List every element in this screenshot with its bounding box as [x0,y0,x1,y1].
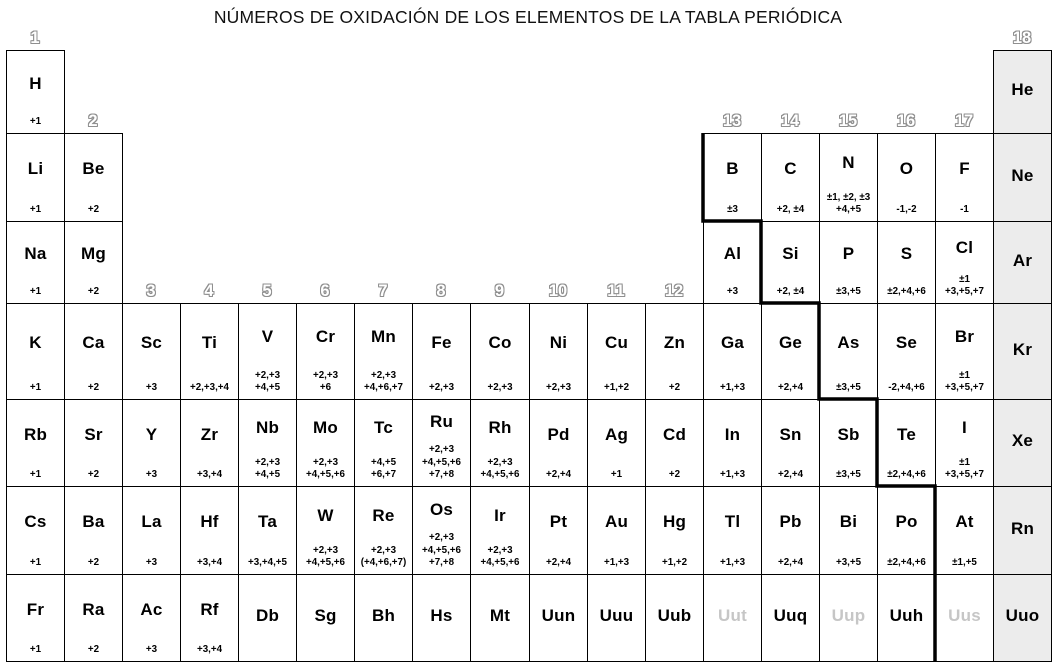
element-cell-si [761,221,820,304]
element-symbol: S [900,244,913,264]
element-symbol: La [141,512,162,532]
element-cell-br [935,303,994,400]
element-cell-ge [761,303,820,400]
element-symbol: Uut [718,606,747,625]
element-oxidation-numbers [762,657,819,661]
group-label-8: 8 [436,282,446,300]
element-symbol: Mn [371,326,396,346]
element-cell-sr [64,399,123,487]
element-cell-al [703,221,762,304]
element-oxidation-numbers: +3 [726,286,739,298]
page-title: NÚMEROS DE OXIDACIÓN DE LOS ELEMENTOS DE LA TABLA PERIÓDICA [213,7,843,27]
element-symbol: Uub [657,606,692,625]
element-cell-rn [993,486,1052,575]
element-cell-at [935,486,994,575]
element-cell-ga [703,303,762,400]
element-symbol: Ta [258,512,277,532]
element-oxidation-numbers: +1,+3 [719,469,746,481]
element-oxidation-numbers: +2,+4 [777,557,804,569]
group-label-12: 12 [664,282,684,300]
element-cell-rf [180,574,239,662]
element-symbol: Hf [200,512,219,532]
element-symbol: Co [488,333,512,353]
element-cell-i [935,399,994,487]
element-cell-ti [180,303,239,400]
group-label-13: 13 [722,112,742,130]
group-label-16: 16 [896,112,916,130]
element-oxidation-numbers: +2,+3,+4 [190,382,229,394]
element-cell-ru [412,399,471,487]
element-cell-os [412,486,471,575]
element-oxidation-numbers: +2, ±4 [776,204,805,216]
element-symbol: Na [24,244,47,264]
element-cell-he [993,50,1052,134]
element-symbol: Fe [431,333,452,353]
element-oxidation-numbers: +2,+3 +4,+5,+6 [480,456,520,481]
element-cell-f [935,133,994,222]
element-cell-w [296,486,355,575]
element-oxidation-numbers: +1,+3 [603,557,630,569]
element-symbol: Rh [488,418,512,438]
element-symbol: Uup [831,606,866,625]
element-cell-p [819,221,878,304]
element-cell-ac [122,574,181,662]
element-oxidation-numbers: +1,+3 [719,382,746,394]
element-symbol: Xe [1011,431,1034,450]
element-symbol: Hg [662,512,687,532]
element-symbol: Sb [837,424,860,444]
element-cell-rh [470,399,530,487]
element-symbol: Ra [82,599,105,619]
element-oxidation-numbers: +2,+3 +6 [312,369,339,394]
element-symbol: Cl [955,237,974,257]
element-symbol: Zr [200,424,219,444]
element-cell-ir [470,486,530,575]
element-cell-uuh [877,574,936,662]
element-cell-bi [819,486,878,575]
element-symbol: Os [429,499,454,519]
element-cell-hf [180,486,239,575]
element-symbol: I [962,418,967,438]
element-oxidation-numbers: +2 [87,644,100,656]
element-oxidation-numbers: -2,+4,+6 [888,382,925,394]
element-oxidation-numbers: +2,+4 [777,382,804,394]
element-cell-uus [935,574,994,662]
element-cell-sc [122,303,181,400]
element-oxidation-numbers: +2,+3 +4,+5,+6 +7,+8 [422,444,461,481]
element-cell-sb [819,399,878,487]
element-symbol: At [955,512,974,532]
element-symbol: Ir [494,505,506,525]
element-symbol: Po [895,512,918,532]
element-oxidation-numbers: +3,+4,+5 [248,557,287,569]
element-oxidation-numbers: +2,+3 +4,+5,+6 +7,+8 [422,532,461,569]
element-oxidation-numbers: +2, ±4 [776,286,805,298]
element-symbol: Uun [541,606,576,625]
element-symbol: Re [372,505,395,525]
element-oxidation-numbers [530,657,587,661]
element-oxidation-numbers: +3,+4 [196,557,223,569]
element-symbol: Uuh [889,606,924,625]
element-cell-kr [993,303,1052,400]
element-oxidation-numbers [994,657,1051,661]
element-cell-ne [993,133,1052,222]
element-oxidation-numbers: +1 [29,286,42,298]
element-symbol: Sn [779,424,802,444]
element-oxidation-numbers [413,657,470,661]
element-symbol: Uuo [1005,606,1040,625]
element-symbol: Ru [429,412,454,432]
element-cell-s [877,221,936,304]
element-symbol: Mo [313,418,338,438]
element-oxidation-numbers: ±3,+5 [836,286,861,298]
element-oxidation-numbers: -1,-2 [896,204,917,216]
element-oxidation-numbers: +2 [87,557,100,569]
element-oxidation-numbers: +2,+3 +4,+5 [254,369,281,394]
element-cell-nb [238,399,297,487]
element-symbol: W [317,505,334,525]
element-oxidation-numbers: +2 [668,382,681,394]
element-cell-db [238,574,297,662]
element-cell-te [877,399,936,487]
element-symbol: F [959,159,970,179]
element-symbol: Mg [81,244,106,264]
element-symbol: K [29,333,42,353]
element-oxidation-numbers [820,657,877,661]
element-oxidation-numbers [704,657,761,661]
element-oxidation-numbers: +3 [145,382,158,394]
element-cell-uun [529,574,588,662]
element-oxidation-numbers: +2,+4 [545,557,572,569]
element-symbol: Fr [26,599,45,619]
element-cell-cr [296,303,355,400]
element-cell-sg [296,574,355,662]
element-symbol: Ac [140,599,163,619]
element-oxidation-numbers: -1 [960,204,969,216]
element-cell-mg [64,221,123,304]
element-oxidation-numbers: +2,+3 [487,382,513,394]
element-oxidation-numbers: +2,+3 (+4,+6,+7) [360,544,407,569]
element-oxidation-numbers: ±2,+4,+6 [887,286,926,298]
element-symbol: Uus [948,606,981,625]
element-oxidation-numbers: +3 [145,644,158,656]
element-oxidation-numbers: +2,+4 [777,469,804,481]
element-symbol: Cr [315,326,336,346]
element-symbol: Sg [314,606,337,625]
element-symbol: Al [723,244,742,264]
element-symbol: Te [897,424,916,444]
element-symbol: Ni [549,333,568,353]
element-oxidation-numbers: +2 [87,469,100,481]
element-symbol: Y [145,424,158,444]
element-cell-ag [587,399,646,487]
element-oxidation-numbers: ±1, ±2, ±3 +4,+5 [826,191,871,216]
element-symbol: Se [895,333,918,353]
element-cell-k [6,303,65,400]
element-oxidation-numbers: +1 [29,116,42,128]
element-cell-na [6,221,65,304]
element-oxidation-numbers: +2 [87,204,100,216]
element-symbol: Ar [1012,250,1033,270]
element-oxidation-numbers: ±1 +3,+5,+7 [945,369,984,394]
group-label-17: 17 [954,112,974,130]
element-cell-se [877,303,936,400]
element-cell-cd [645,399,704,487]
element-cell-c [761,133,820,222]
element-oxidation-numbers: ±3,+5 [836,382,861,394]
element-cell-pt [529,486,588,575]
element-oxidation-numbers: +2 [87,286,100,298]
element-cell-uuu [587,574,646,662]
element-cell-la [122,486,181,575]
element-symbol: As [837,333,860,353]
element-oxidation-numbers: +3,+4 [196,644,223,656]
element-oxidation-numbers: ±1 +3,+5,+7 [945,456,984,481]
element-cell-hs [412,574,471,662]
element-cell-tc [354,399,413,487]
element-cell-mo [296,399,355,487]
element-cell-re [354,486,413,575]
group-label-1: 1 [30,29,40,47]
element-symbol: N [842,152,855,172]
element-symbol: V [261,326,274,346]
element-oxidation-numbers: +1 [29,382,42,394]
group-label-4: 4 [204,282,214,300]
element-symbol: Ga [720,333,745,353]
element-cell-b [703,133,762,222]
element-symbol: P [842,244,855,264]
element-oxidation-numbers: +3 [145,469,158,481]
element-symbol: Bi [839,512,858,532]
element-cell-uub [645,574,704,662]
group-label-15: 15 [838,112,858,130]
element-oxidation-numbers: +1 [610,469,623,481]
element-oxidation-numbers: +1 [29,469,42,481]
element-symbol: Ti [201,333,218,353]
element-oxidation-numbers: +3,+4 [196,469,223,481]
element-cell-ca [64,303,123,400]
element-oxidation-numbers: +2,+3 +4,+5,+6 [306,456,345,481]
element-symbol: Bh [371,606,396,625]
element-symbol: He [1011,80,1034,99]
element-cell-o [877,133,936,222]
element-oxidation-numbers: +2,+3 +4,+5,+6 [306,544,345,569]
group-label-18: 18 [1012,29,1032,47]
element-symbol: Cs [24,512,47,532]
element-symbol: Cu [604,333,629,353]
element-oxidation-numbers [878,657,935,661]
group-label-11: 11 [607,282,625,300]
element-symbol: Rn [1010,518,1035,538]
element-symbol: Ne [1011,165,1034,185]
element-oxidation-numbers: +1,+3 [719,557,746,569]
element-symbol: Br [954,326,975,346]
element-symbol: Tl [724,512,741,532]
element-cell-po [877,486,936,575]
element-oxidation-numbers: ±2,+4,+6 [887,469,926,481]
element-oxidation-numbers: ±2,+4,+6 [887,557,926,569]
group-label-6: 6 [320,282,330,300]
element-cell-zr [180,399,239,487]
element-cell-uup [819,574,878,662]
element-cell-y [122,399,181,487]
element-oxidation-numbers: +2,+3 [545,382,572,394]
element-cell-cs [6,486,65,575]
element-symbol: Pt [549,512,568,532]
element-oxidation-numbers: +3 [145,557,158,569]
group-label-7: 7 [378,282,388,300]
element-cell-co [470,303,530,400]
element-cell-v [238,303,297,400]
element-cell-bh [354,574,413,662]
element-cell-au [587,486,646,575]
element-cell-in [703,399,762,487]
element-oxidation-numbers: +1 [29,557,42,569]
element-cell-as [819,303,878,400]
element-oxidation-numbers: +2,+3 +4,+5 [254,456,281,481]
element-symbol: Hs [430,606,453,625]
element-cell-uut [703,574,762,662]
element-cell-ar [993,221,1052,304]
element-symbol: Sr [84,424,103,444]
element-cell-ra [64,574,123,662]
element-symbol: Sc [140,333,163,353]
element-cell-ta [238,486,297,575]
element-oxidation-numbers: ±1 +3,+5,+7 [945,273,984,298]
element-symbol: Ba [82,512,105,532]
element-oxidation-numbers: +1,+2 [603,382,630,394]
element-cell-be [64,133,123,222]
element-symbol: H [29,73,42,93]
element-oxidation-numbers: +3,+5 [835,557,862,569]
element-oxidation-numbers [646,657,703,661]
element-oxidation-numbers: +1,+2 [661,557,688,569]
group-label-10: 10 [548,282,568,300]
element-oxidation-numbers: ±3,+5 [836,469,861,481]
group-label-3: 3 [146,282,156,300]
element-symbol: Db [255,606,280,625]
element-cell-sn [761,399,820,487]
element-cell-xe [993,399,1052,487]
element-symbol: Rb [23,424,48,444]
element-symbol: In [724,424,741,444]
element-cell-uuo [993,574,1052,662]
element-cell-fr [6,574,65,662]
element-oxidation-numbers [355,657,412,661]
group-label-5: 5 [262,282,272,300]
element-oxidation-numbers [239,657,296,661]
element-oxidation-numbers [297,657,354,661]
element-symbol: Cd [662,424,687,444]
element-cell-hg [645,486,704,575]
element-oxidation-numbers: +2,+4 [545,469,572,481]
element-cell-mn [354,303,413,400]
element-symbol: B [726,159,739,179]
element-cell-fe [412,303,471,400]
element-symbol: Si [782,244,799,264]
element-oxidation-numbers: +2,+3 [428,382,455,394]
element-symbol: Uuq [773,606,808,625]
element-symbol: Mt [489,606,511,625]
element-symbol: Pb [779,512,802,532]
group-label-14: 14 [780,112,800,130]
element-symbol: Au [604,512,629,532]
element-symbol: Nb [255,418,280,438]
element-symbol: Rf [200,599,219,619]
element-symbol: C [784,159,797,179]
element-cell-cu [587,303,646,400]
group-label-9: 9 [494,282,505,300]
element-cell-pd [529,399,588,487]
element-symbol: Kr [1012,339,1033,359]
element-oxidation-numbers: +1 [29,644,42,656]
element-cell-n [819,133,878,222]
element-symbol: O [899,159,914,179]
element-oxidation-numbers: ±3 [727,204,738,216]
element-symbol: Zn [663,333,686,353]
element-oxidation-numbers: +2,+3 +4,+5,+6 [480,544,520,569]
element-symbol: Li [27,159,44,179]
element-cell-uuq [761,574,820,662]
group-label-2: 2 [88,112,98,130]
element-symbol: Pd [547,424,570,444]
element-symbol: Ge [778,333,803,353]
element-symbol: Be [82,159,105,179]
element-oxidation-numbers [471,657,529,661]
element-symbol: Uuu [599,606,634,625]
element-oxidation-numbers: +2,+3 +4,+6,+7 [364,369,403,394]
element-cell-pb [761,486,820,575]
element-cell-cl [935,221,994,304]
element-oxidation-numbers: +1 [29,204,42,216]
element-symbol: Ag [604,424,629,444]
element-cell-zn [645,303,704,400]
element-oxidation-numbers: ±1,+5 [952,557,977,569]
element-oxidation-numbers: +2 [668,469,681,481]
element-oxidation-numbers [588,657,645,661]
element-oxidation-numbers [936,657,993,661]
element-symbol: Ca [82,333,105,353]
element-cell-ni [529,303,588,400]
element-symbol: Tc [374,418,393,438]
element-oxidation-numbers: +4,+5 +6,+7 [370,456,397,481]
element-oxidation-numbers: +2 [87,382,100,394]
element-cell-rb [6,399,65,487]
element-cell-ba [64,486,123,575]
element-cell-mt [470,574,530,662]
element-cell-li [6,133,65,222]
element-cell-tl [703,486,762,575]
element-cell-h [6,50,65,134]
